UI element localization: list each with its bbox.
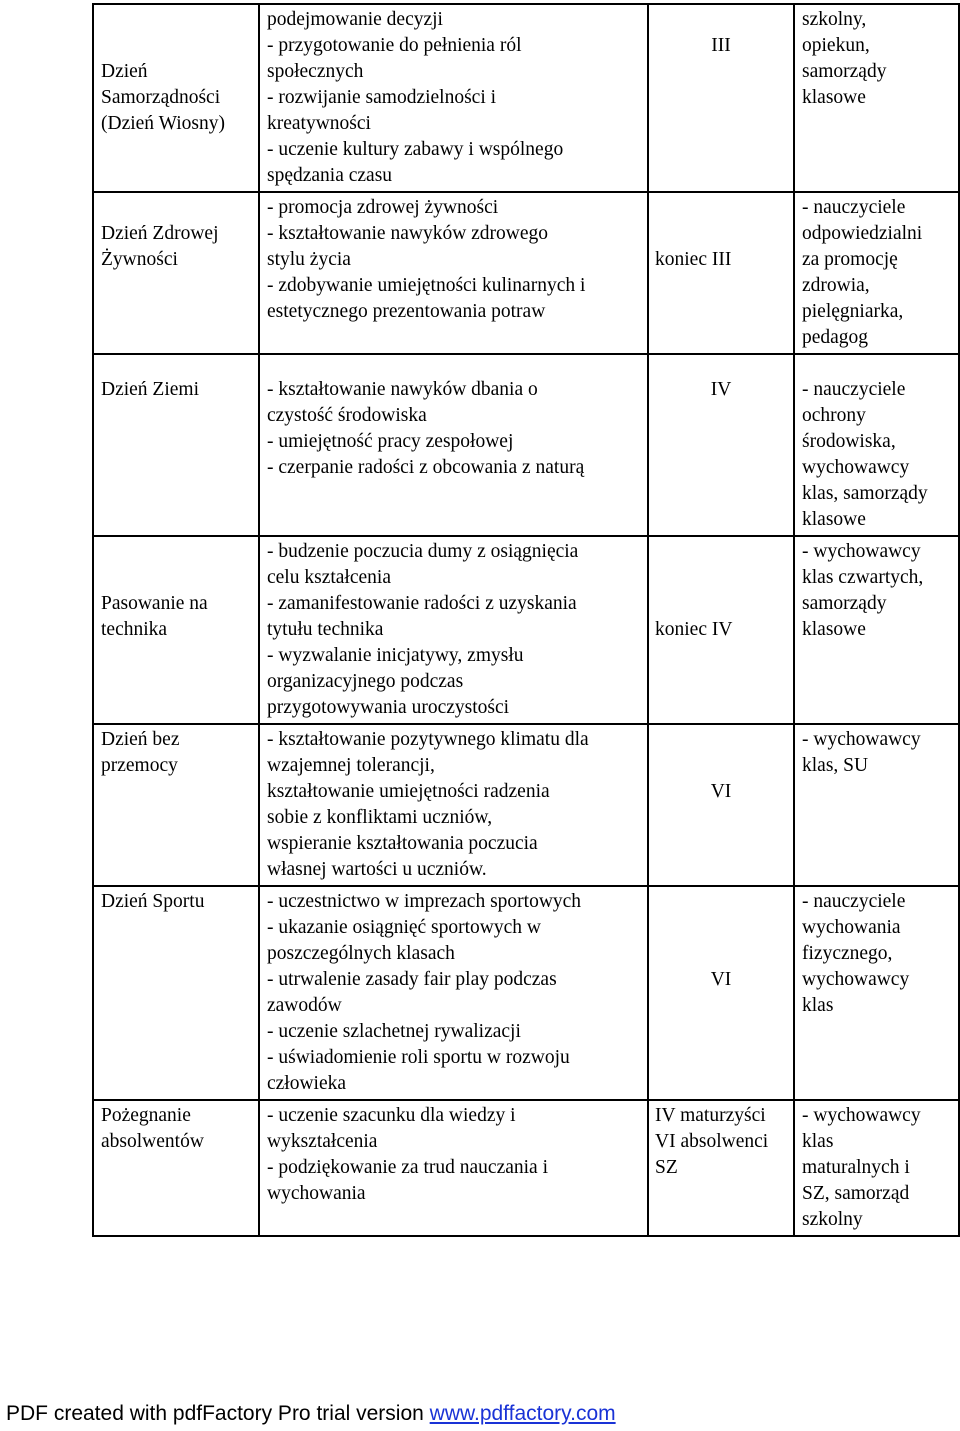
- level-line: III: [711, 35, 731, 56]
- table-row: [93, 4, 959, 192]
- event-line: Pożegnanie: [101, 1105, 191, 1126]
- responsible-line: odpowiedzialni: [802, 223, 923, 244]
- event-cell: [93, 192, 259, 354]
- responsible-line: klasowe: [802, 619, 866, 640]
- event-line: technika: [101, 619, 168, 640]
- responsible-line: klas: [802, 995, 834, 1016]
- level-cell: [648, 724, 794, 886]
- goals-cell: [259, 192, 648, 354]
- goal-line: kreatywności: [267, 113, 371, 134]
- responsible-cell: [794, 192, 959, 354]
- table-row: [93, 886, 959, 1100]
- responsible-line: maturalnych i: [802, 1157, 910, 1178]
- event-line: Dzień Zdrowej: [101, 223, 219, 244]
- goal-line: czystość środowiska: [267, 405, 427, 426]
- goal-line: - zdobywanie umiejętności kulinarnych i: [267, 275, 586, 296]
- responsible-line: wychowawcy: [802, 457, 910, 478]
- responsible-line: szkolny: [802, 1209, 863, 1230]
- responsible-cell: [794, 1100, 959, 1236]
- level-line: SZ: [655, 1157, 678, 1178]
- table-row: [93, 1100, 959, 1236]
- responsible-line: pedagog: [802, 327, 869, 348]
- goal-line: wspieranie kształtowania poczucia: [267, 833, 538, 854]
- responsible-cell: [794, 724, 959, 886]
- responsible-line: klas czwartych,: [802, 567, 924, 588]
- goal-line: organizacyjnego podczas: [267, 671, 464, 692]
- event-cell: [93, 4, 259, 192]
- event-cell: [93, 886, 259, 1100]
- pdf-footer: [6, 1400, 616, 1428]
- responsible-line: za promocję: [802, 249, 898, 270]
- responsible-line: pielęgniarka,: [802, 301, 904, 322]
- responsible-line: SZ, samorząd: [802, 1183, 910, 1204]
- goal-line: tytułu technika: [267, 619, 384, 640]
- responsible-line: fizycznego,: [802, 943, 893, 964]
- goal-line: - kształtowanie nawyków dbania o: [267, 379, 538, 400]
- responsible-line: środowiska,: [802, 431, 896, 452]
- goals-cell: [259, 724, 648, 886]
- level-line: VI absolwenci: [655, 1131, 769, 1152]
- responsible-line: klasowe: [802, 87, 866, 108]
- event-line: Dzień Sportu: [101, 891, 205, 912]
- table-row: [93, 192, 959, 354]
- event-cell: [93, 1100, 259, 1236]
- goal-line: estetycznego prezentowania potraw: [267, 301, 546, 322]
- goal-line: - kształtowanie nawyków zdrowego: [267, 223, 549, 244]
- table-row: [93, 354, 959, 536]
- responsible-line: klas, samorządy: [802, 483, 928, 504]
- goal-line: - uczestnictwo w imprezach sportowych: [267, 891, 582, 912]
- goal-line: podejmowanie decyzji: [267, 9, 443, 30]
- goal-line: - wyzwalanie inicjatywy, zmysłu: [267, 645, 524, 666]
- responsible-line: klasowe: [802, 509, 866, 530]
- goal-line: - czerpanie radości z obcowania z naturą: [267, 457, 585, 478]
- responsible-cell: [794, 536, 959, 724]
- goal-line: wychowania: [267, 1183, 366, 1204]
- responsible-line: - wychowawcy: [802, 1105, 921, 1126]
- goal-line: - rozwijanie samodzielności i: [267, 87, 497, 108]
- event-line: Żywności: [101, 249, 178, 270]
- goal-line: wzajemnej tolerancji,: [267, 755, 435, 776]
- responsible-line: klas: [802, 1131, 834, 1152]
- goal-line: - uświadomienie roli sportu w rozwoju: [267, 1047, 570, 1068]
- goals-cell: [259, 1100, 648, 1236]
- responsible-line: - nauczyciele: [802, 891, 906, 912]
- event-line: Dzień Ziemi: [101, 379, 200, 400]
- goal-line: własnej wartości u uczniów.: [267, 859, 487, 880]
- goals-cell: [259, 354, 648, 536]
- responsible-line: - nauczyciele: [802, 379, 906, 400]
- responsible-cell: [794, 354, 959, 536]
- responsible-line: wychowania: [802, 917, 901, 938]
- pdffactory-link[interactable]: www.pdffactory.com: [429, 1402, 616, 1425]
- table-row: [93, 536, 959, 724]
- responsible-line: - nauczyciele: [802, 197, 906, 218]
- goal-line: - zamanifestowanie radości z uzyskania: [267, 593, 577, 614]
- event-cell: [93, 536, 259, 724]
- goal-line: sobie z konfliktami uczniów,: [267, 807, 493, 828]
- responsible-line: klas, SU: [802, 755, 869, 776]
- goal-line: - budzenie poczucia dumy z osiągnięcia: [267, 541, 579, 562]
- responsible-line: opiekun,: [802, 35, 870, 56]
- table-row: [93, 724, 959, 886]
- goal-line: przygotowywania uroczystości: [267, 697, 510, 718]
- goal-line: - ukazanie osiągnięć sportowych w: [267, 917, 541, 938]
- goal-line: wykształcenia: [267, 1131, 378, 1152]
- goal-line: zawodów: [267, 995, 342, 1016]
- goal-line: - uczenie szlachetnej rywalizacji: [267, 1021, 521, 1042]
- responsible-line: - wychowawcy: [802, 541, 921, 562]
- goal-line: stylu życia: [267, 249, 351, 270]
- responsible-line: szkolny,: [802, 9, 867, 30]
- goal-line: - umiejętność pracy zespołowej: [267, 431, 514, 452]
- event-line: Dzień bez: [101, 729, 180, 750]
- goal-line: celu kształcenia: [267, 567, 391, 588]
- level-line: koniec IV: [655, 619, 733, 640]
- event-cell: [93, 354, 259, 536]
- goal-line: kształtowanie umiejętności radzenia: [267, 781, 550, 802]
- goals-cell: [259, 536, 648, 724]
- goals-cell: [259, 886, 648, 1100]
- responsible-line: wychowawcy: [802, 969, 910, 990]
- responsible-line: - wychowawcy: [802, 729, 921, 750]
- responsible-cell: [794, 4, 959, 192]
- responsible-line: ochrony: [802, 405, 866, 426]
- event-line: Dzień: [101, 61, 148, 82]
- responsible-line: samorządy: [802, 593, 887, 614]
- event-line: przemocy: [101, 755, 178, 776]
- schedule-table: [92, 3, 960, 1237]
- responsible-cell: [794, 886, 959, 1100]
- event-line: Samorządności: [101, 87, 221, 108]
- footer-text: PDF created with pdfFactory Pro trial version: [6, 1402, 430, 1425]
- level-cell: [648, 536, 794, 724]
- goal-line: społecznych: [267, 61, 364, 82]
- responsible-line: zdrowia,: [802, 275, 870, 296]
- event-cell: [93, 724, 259, 886]
- responsible-line: samorządy: [802, 61, 887, 82]
- goal-line: - promocja zdrowej żywności: [267, 197, 499, 218]
- level-line: VI: [710, 969, 732, 990]
- level-cell: [648, 886, 794, 1100]
- level-line: VI: [710, 781, 732, 802]
- goal-line: - uczenie szacunku dla wiedzy i: [267, 1105, 516, 1126]
- goal-line: - uczenie kultury zabawy i wspólnego: [267, 139, 564, 160]
- event-line: Pasowanie na: [101, 593, 208, 614]
- goals-cell: [259, 4, 648, 192]
- level-line: koniec III: [655, 249, 732, 270]
- level-line: IV: [710, 379, 732, 400]
- event-line: absolwentów: [101, 1131, 204, 1152]
- level-cell: [648, 1100, 794, 1236]
- goal-line: człowieka: [267, 1073, 347, 1094]
- level-line: IV maturzyści: [655, 1105, 766, 1126]
- goal-line: - podziękowanie za trud nauczania i: [267, 1157, 548, 1178]
- goal-line: - przygotowanie do pełnienia ról: [267, 35, 522, 56]
- goal-line: poszczególnych klasach: [267, 943, 455, 964]
- event-line: (Dzień Wiosny): [101, 113, 225, 134]
- goal-line: spędzania czasu: [267, 165, 393, 186]
- goal-line: - utrwalenie zasady fair play podczas: [267, 969, 557, 990]
- goal-line: - kształtowanie pozytywnego klimatu dla: [267, 729, 589, 750]
- level-cell: [648, 192, 794, 354]
- level-cell: [648, 4, 794, 192]
- level-cell: [648, 354, 794, 536]
